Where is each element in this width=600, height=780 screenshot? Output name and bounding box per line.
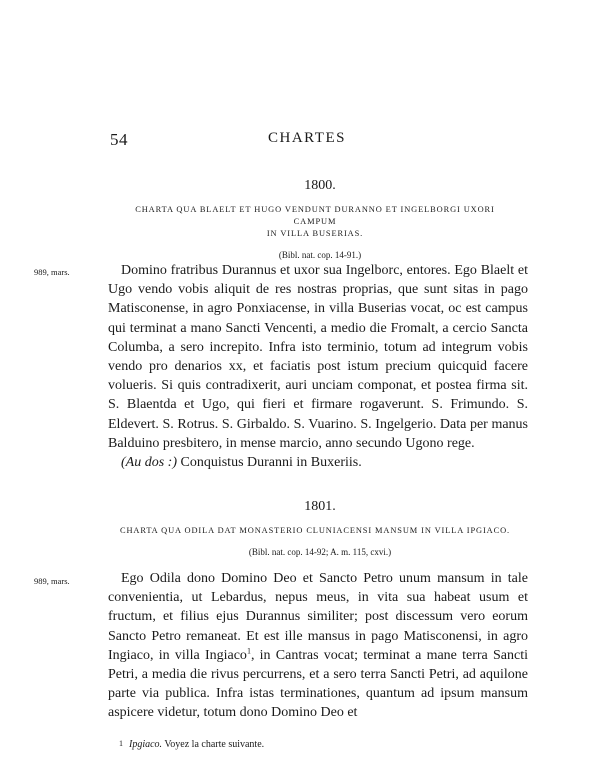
charter-text-part: Ego Odila dono Domino Deo et Sancto Petro unum mansum in tale convenientia, ut Lebardus, nepus meus, in vita sua habeat usum et fructum, et filius ejus Durannus similiter; post discessum vero eorum Sancto Petro remaneat. Et est ille mansus in pago Matisconensi, in agro Ingiaco, in villa Ingiaco (108, 571, 528, 663)
charter-title-line: CHARTA QUA ODILA DAT MONASTERIO CLUNIACENSI MANSUM IN VILLA IPGIACO. (119, 526, 511, 535)
footnote-word: Ipgiaco. (129, 739, 163, 750)
dorsal-label: (Au dos :) (121, 455, 177, 471)
page-number: 54 (110, 130, 128, 149)
charter-title (0, 204, 600, 240)
footnote-text: Voyez la charte suivante. (164, 739, 265, 750)
charter-1800-body (108, 261, 528, 472)
margin-date: 989, mars. (34, 267, 70, 277)
charter-source: (Bibl. nat. cop. 14-91.) (278, 250, 362, 260)
dorsal-text: Conquistus Duranni in Buxeriis. (180, 455, 362, 471)
footnote-ref[interactable]: 1 (246, 646, 251, 656)
charter-1801-heading (0, 499, 600, 557)
charter-number: 1800. (304, 178, 336, 193)
dorsal-note (108, 453, 528, 472)
footnote (119, 739, 264, 750)
charter-source: (Bibl. nat. cop. 14-92; A. m. 115, cxvi.) (248, 547, 392, 557)
charter-1800-heading (0, 178, 600, 260)
charter-text-part: , in Cantras vocat; terminat a mane terra Sancti Petri, a media die rivus percurrens, et a sero terra Sancti Petri, ad aquilone parte via publica. Infra istas terminationes, quantum ad ipsum mansum aspicere videtur, totum dono Domino Deo et (108, 647, 528, 721)
margin-date: 989, mars. (34, 576, 70, 586)
charter-title-line: CHARTA QUA BLAELT ET HUGO VENDUNT DURANNO ET INGELBORGI UXORI CAMPUM (135, 205, 495, 226)
charter-title-line: IN VILLA BUSERIAS. (266, 229, 364, 238)
charter-1801-body (108, 569, 528, 723)
running-title: CHARTES (268, 130, 346, 146)
charter-title (0, 525, 600, 537)
footnote-mark: 1 (119, 739, 123, 748)
running-head (0, 130, 600, 150)
charter-number: 1801. (304, 499, 336, 514)
charter-text: Domino fratribus Durannus et uxor sua Ingelborc, entores. Ego Blaelt et Ugo vendo vobis aliquit de res nostras proprias, que sunt sitas in pago Matisconense, in agro Ponxiacense, in villa Buserias vocat, oc est campus qui terminat a mano Sancti Vencenti, a medio die Fromalt, a cercio Sancta Columba, a sero increpito. Infra isto terminio, totum ad integrum vobis vendo pro denarios xx, et faciatis post istum precium quicquid facere volueris. Si quis contradixerit, auri unciam componat, et postea firma sit. S. Blaentda et Ugo, qui fieri et firmare rogaverunt. S. Frimundo. S. Eldevert. S. Rotrus. S. Girbaldo. S. Vuarino. S. Ingelgerio. Data per manus Balduino presbitero, in mense marcio, anno secundo Ugono rege. (108, 263, 528, 451)
charter-text (108, 569, 528, 723)
